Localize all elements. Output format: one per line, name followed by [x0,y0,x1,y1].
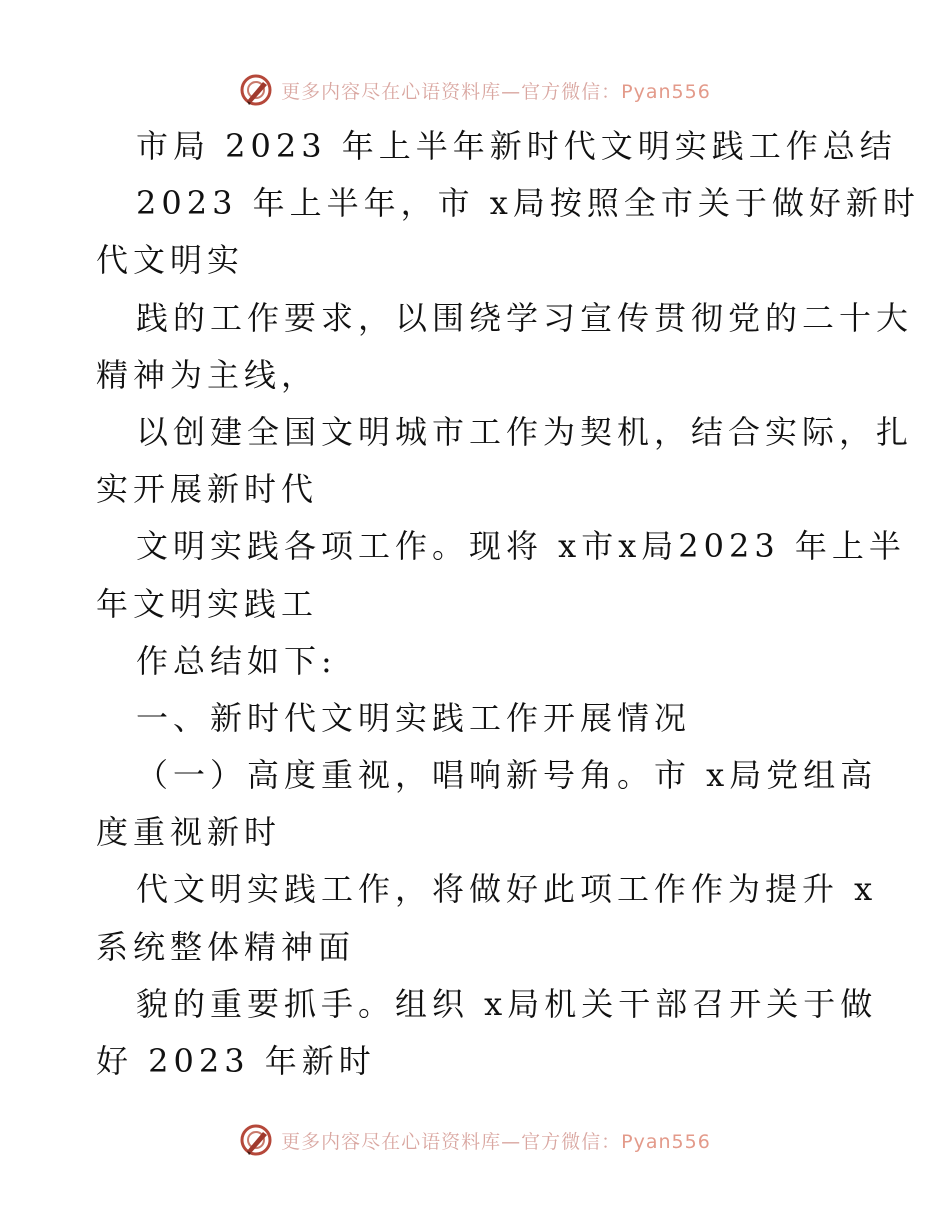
watermark-text: 更多内容尽在心语资料库—官方微信：Pyan556 [281,80,711,103]
document-title: 市局 2023 年上半年新时代文明实践工作总结 [136,127,897,165]
paragraph-line: 好 2023 年新时 [96,1042,376,1080]
paragraph-line: 文明实践各项工作。现将 x市x局2023 年上半 [136,527,906,566]
paragraph-line: 践的工作要求，以围绕学习宣传贯彻党的二十大 [136,298,914,337]
section-heading: 一、新时代文明实践工作开展情况 [136,698,692,737]
document-body [96,118,920,1090]
paragraph-line: 2023 年上半年，市 x局按照全市关于做好新时 [136,184,920,223]
paragraph-line: 作总结如下: [136,641,337,680]
paragraph-line: 代文明实 [96,241,245,280]
paragraph-line: 年文明实践工 [96,584,319,623]
watermark-banner-top [0,70,950,110]
watermark-banner-bottom [0,1120,950,1160]
paragraph-line: 貌的重要抓手。组织 x局机关干部召开关于做 [136,984,878,1023]
paragraph-line: 精神为主线， [96,355,319,394]
subsection-line: （一）高度重视，唱响新号角。市 x局党组高 [136,756,878,795]
watermark-text: 更多内容尽在心语资料库—官方微信：Pyan556 [281,1130,711,1153]
paragraph-line: 度重视新时 [96,813,282,852]
pen-logo-icon [239,1123,273,1157]
paragraph-line: 系统整体精神面 [96,927,356,966]
paragraph-line: 实开展新时代 [96,470,319,509]
paragraph-line: 代文明实践工作，将做好此项工作作为提升 x [136,870,878,909]
pen-logo-icon [239,73,273,107]
paragraph-line: 以创建全国文明城市工作为契机，结合实际，扎 [136,412,914,451]
